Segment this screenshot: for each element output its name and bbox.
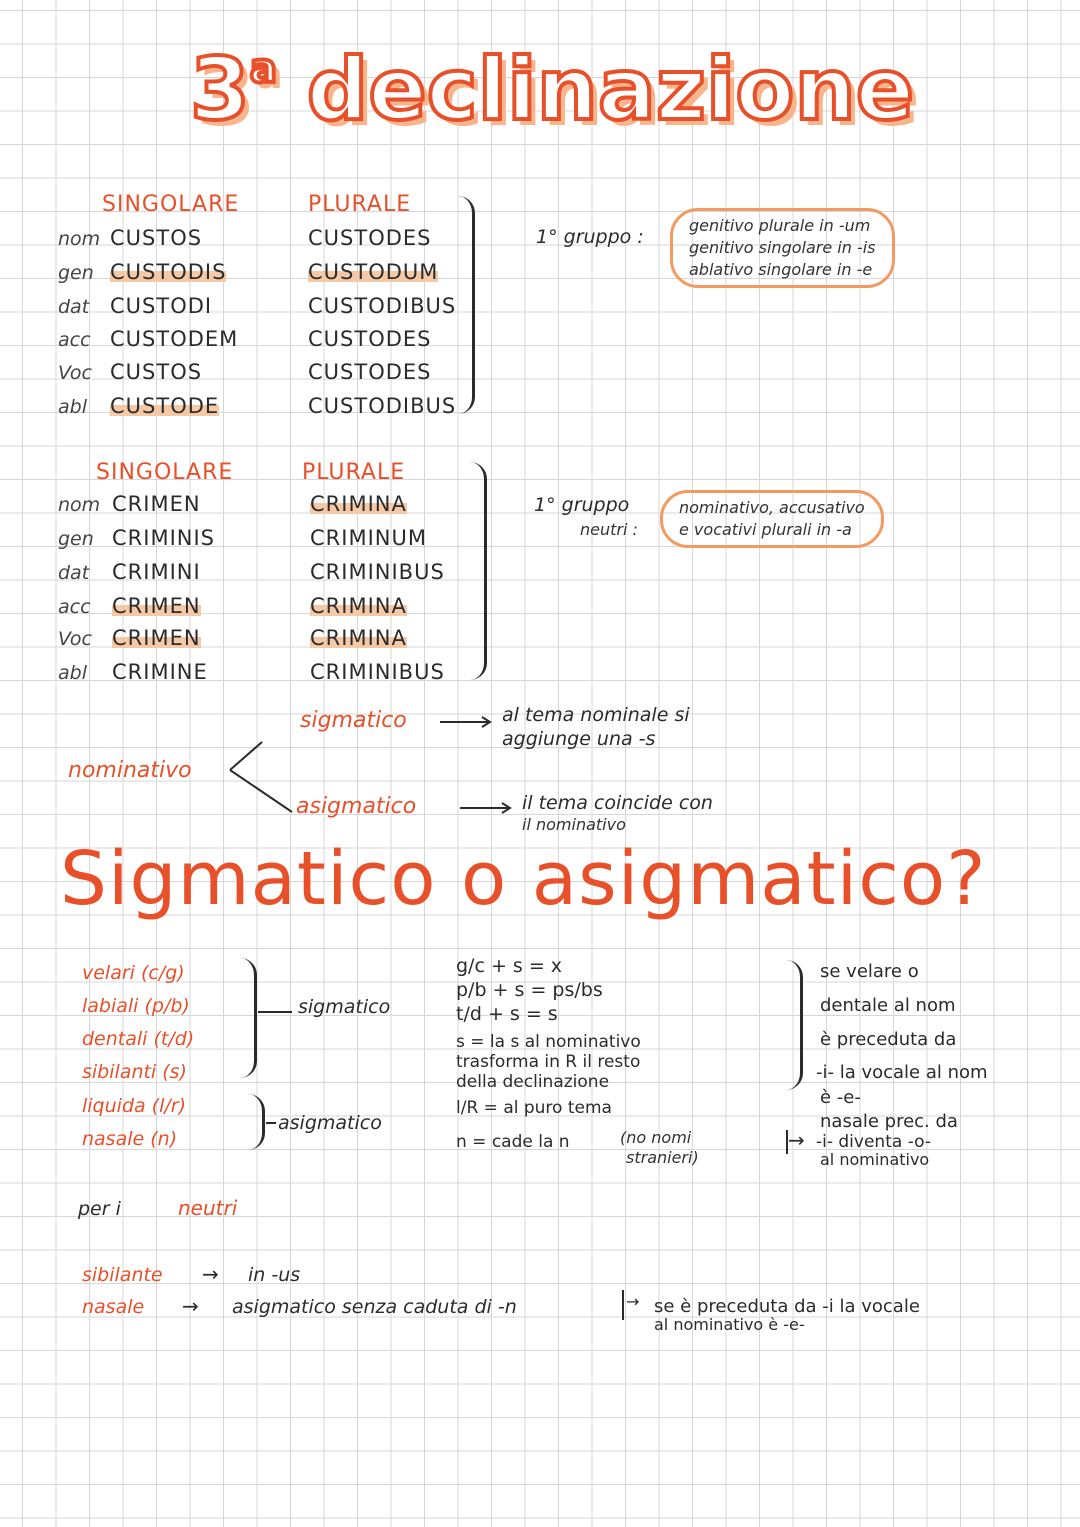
singular-form: CUSTODEM: [110, 327, 239, 351]
plural-form: CUSTODIBUS: [308, 294, 457, 318]
right-brace: [240, 958, 257, 1078]
singular-header: SINGOLARE: [102, 192, 240, 217]
sigmatico-label: sigmatico: [300, 708, 407, 733]
right-brace: [786, 960, 803, 1090]
case-label: gen: [58, 262, 94, 284]
plural-form: CUSTODES: [308, 360, 432, 384]
arrow-icon: →: [182, 1294, 199, 1318]
rule-line: g/c + s = x: [456, 955, 563, 977]
note-line: genitivo plurale in -um: [689, 216, 871, 235]
rule-line: t/d + s = s: [456, 1003, 558, 1025]
title-number: 3: [190, 40, 250, 140]
side-note-line: nasale prec. da: [820, 1111, 958, 1132]
case-label: abl: [58, 662, 87, 684]
neutri-per: per i: [78, 1198, 121, 1220]
rule-line: l/R = al puro tema: [456, 1098, 612, 1118]
plural-form: CRIMINA: [310, 626, 407, 650]
plural-form: CRIMINIBUS: [310, 660, 445, 684]
case-label: dat: [58, 562, 90, 584]
case-label: acc: [58, 596, 91, 618]
arrow-icon: →: [626, 1292, 640, 1311]
singular-header: SINGOLARE: [96, 460, 234, 485]
rule-paren: stranieri): [626, 1148, 699, 1167]
case-label: nom: [58, 228, 101, 250]
nominativo-label: nominativo: [68, 758, 192, 783]
rule-paren: (no nomi: [620, 1128, 692, 1147]
singular-form: CRIMINI: [112, 560, 201, 584]
connector-line: [266, 1122, 276, 1124]
singular-form: CRIMINE: [112, 660, 208, 684]
nasale-note: se è preceduta da -i la vocale: [654, 1296, 920, 1317]
asigmatico-note: il nominativo: [522, 815, 626, 834]
side-note-line: se velare o: [820, 961, 919, 982]
case-label: gen: [58, 528, 94, 550]
side-note-line: è -e-: [820, 1087, 861, 1108]
class-item: labiali (p/b): [82, 995, 190, 1017]
arrow-icon: →: [202, 1262, 219, 1286]
sigmatico-note: aggiunge una -s: [502, 728, 656, 750]
singular-form: CRIMINIS: [112, 526, 215, 550]
case-label: Voc: [58, 628, 92, 650]
note-line: nominativo, accusativo: [679, 498, 865, 517]
nasale-label: nasale: [82, 1296, 145, 1318]
asigmatico-group-label: asigmatico: [278, 1112, 382, 1134]
section-title: Sigmatico o asigmatico?: [60, 836, 987, 922]
connector-line: [614, 1290, 624, 1320]
side-note-line: dentale al nom: [820, 995, 956, 1016]
plural-form: CRIMINIBUS: [310, 560, 445, 584]
rule-line: n = cade la n: [456, 1132, 570, 1152]
title-text: declinazione: [306, 40, 915, 140]
group-label: 1° gruppo :: [536, 226, 644, 248]
singular-form: CUSTOS: [110, 360, 203, 384]
sigmatico-note: al tema nominale si: [502, 704, 690, 726]
class-item: velari (c/g): [82, 962, 185, 984]
group-label: 1° gruppo: [534, 494, 630, 516]
note-line: genitivo singolare in -is: [689, 238, 876, 257]
singular-form: CRIMEN: [112, 492, 201, 516]
rule-line: p/b + s = ps/bs: [456, 979, 603, 1001]
right-brace: [248, 1094, 265, 1150]
sibilante-rule: in -us: [248, 1264, 301, 1286]
rule-line: s = la s al nominativo: [456, 1032, 641, 1052]
plural-form: CRIMINUM: [310, 526, 427, 550]
singular-form: CUSTOS: [110, 226, 203, 250]
connector-line: [778, 1130, 788, 1154]
class-item: dentali (t/d): [82, 1028, 195, 1050]
rule-line: della declinazione: [456, 1072, 610, 1092]
side-note-line: -i- la vocale al nom: [816, 1062, 988, 1083]
asigmatico-label: asigmatico: [296, 794, 417, 819]
case-label: Voc: [58, 362, 92, 384]
neutri-label: neutri: [178, 1196, 238, 1220]
sigmatico-group-label: sigmatico: [298, 996, 391, 1018]
case-label: nom: [58, 494, 101, 516]
singular-form: CRIMEN: [112, 594, 201, 618]
plural-form: CUSTODES: [308, 327, 432, 351]
plural-form: CRIMINA: [310, 492, 407, 516]
class-item: liquida (l/r): [82, 1095, 186, 1117]
side-note-line: -i- diventa -o-: [816, 1132, 931, 1152]
plural-form: CUSTODUM: [308, 260, 439, 284]
note-line: e vocativi plurali in -a: [679, 520, 852, 539]
singular-form: CRIMEN: [112, 626, 201, 650]
rule-line: trasforma in R il resto: [456, 1052, 641, 1072]
class-item: nasale (n): [82, 1128, 178, 1150]
case-label: acc: [58, 329, 91, 351]
plural-form: CRIMINA: [310, 594, 407, 618]
plural-header: PLURALE: [302, 460, 406, 485]
side-note-line: al nominativo: [820, 1150, 930, 1169]
case-label: abl: [58, 396, 87, 418]
asigmatico-note: il tema coincide con: [522, 792, 713, 814]
singular-form: CUSTODI: [110, 294, 213, 318]
plural-header: PLURALE: [308, 192, 412, 217]
case-label: dat: [58, 296, 90, 318]
class-item: sibilanti (s): [82, 1061, 187, 1083]
singular-form: CUSTODIS: [110, 260, 227, 284]
connector-line: [258, 1011, 292, 1013]
side-note-line: è preceduta da: [820, 1029, 957, 1050]
sibilante-label: sibilante: [82, 1264, 163, 1286]
arrow-icon: →: [788, 1128, 805, 1152]
note-line: ablativo singolare in -e: [689, 260, 873, 279]
group-label-sub: neutri :: [580, 520, 638, 539]
singular-form: CUSTODE: [110, 394, 220, 418]
plural-form: CUSTODIBUS: [308, 394, 457, 418]
nasale-note: al nominativo è -e-: [654, 1315, 805, 1334]
plural-form: CUSTODES: [308, 226, 432, 250]
nasale-rule: asigmatico senza caduta di -n: [232, 1296, 517, 1318]
title-sup: a: [249, 46, 277, 92]
